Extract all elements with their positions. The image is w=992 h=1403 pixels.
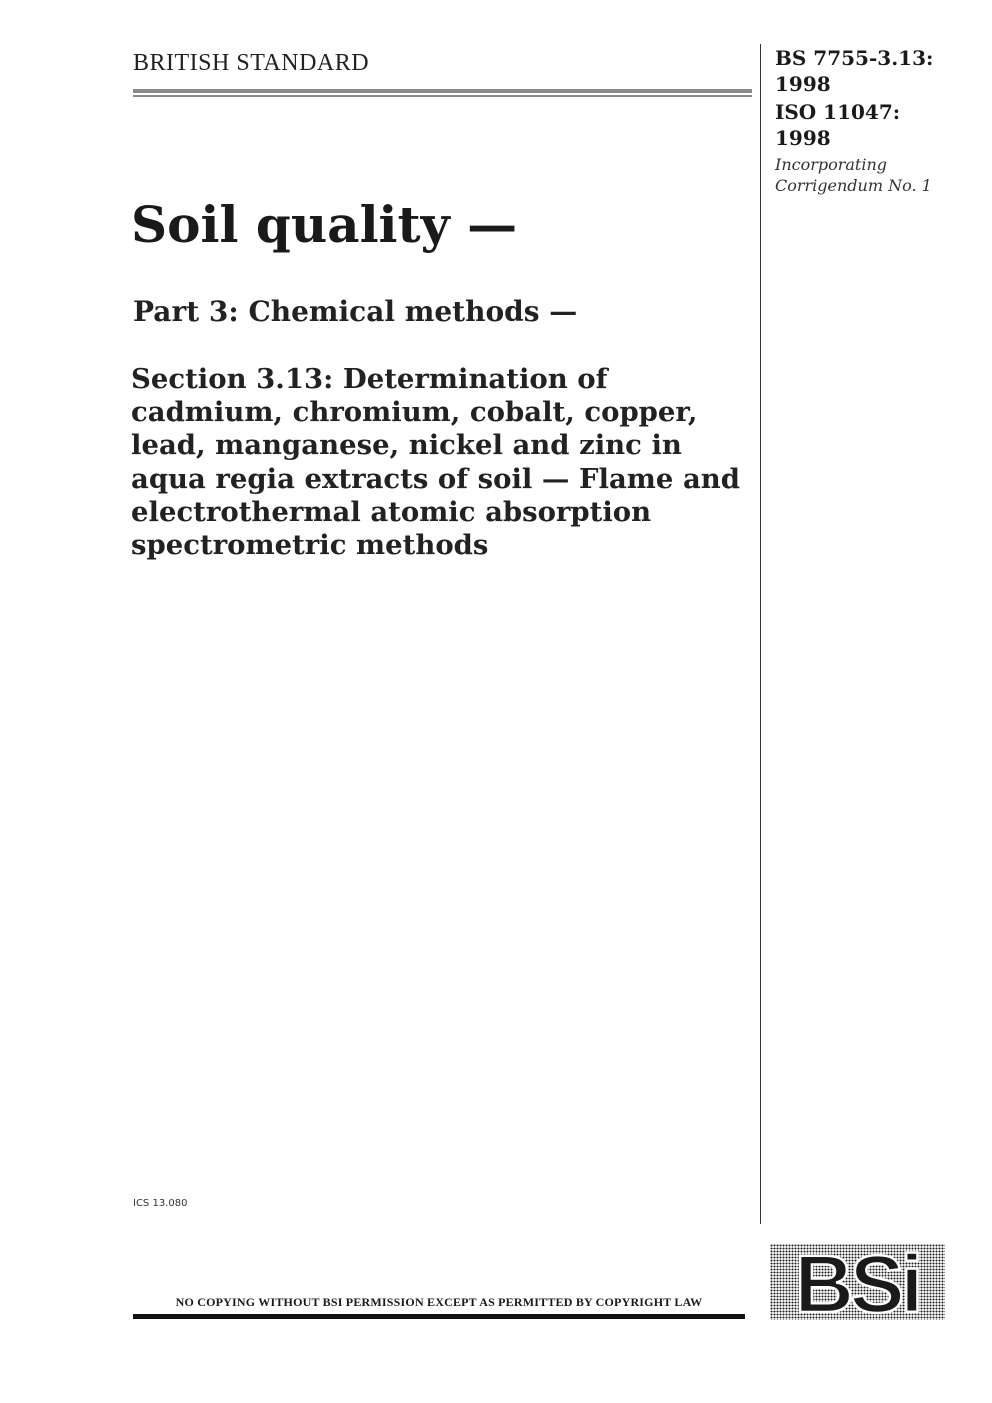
header-rule-thick	[133, 89, 752, 93]
copyright-notice: NO COPYING WITHOUT BSI PERMISSION EXCEPT AS PERMITTED BY COPYRIGHT LAW	[175, 1295, 703, 1309]
incorporating-line2: Corrigendum No. 1	[775, 176, 932, 195]
iso-number-line2: 1998	[775, 126, 831, 150]
bottom-rule	[133, 1314, 745, 1319]
bs-number-line2: 1998	[775, 72, 831, 96]
logo-letters: BSi	[794, 1244, 920, 1320]
bs-standard-number	[775, 45, 985, 97]
incorporating-line1: Incorporating	[775, 155, 888, 174]
vertical-divider	[760, 44, 761, 1224]
part-title: Part 3: Chemical methods —	[133, 295, 578, 328]
series-label: BRITISH STANDARD	[133, 50, 370, 76]
section-title: Section 3.13: Determination of cadmium, chromium, cobalt, copper, lead, manganese, nickel and zinc in aqua regia extracts of soil — Flame and electrothermal atomic absorption spectrometric methods	[131, 363, 741, 562]
header-rule-thin	[133, 95, 752, 97]
main-title: Soil quality —	[131, 195, 518, 254]
bs-number-line1: BS 7755-3.13:	[775, 46, 934, 70]
ics-code: ICS 13.080	[133, 1198, 188, 1209]
incorporating-note	[775, 154, 990, 196]
bsi-logo	[770, 1244, 945, 1320]
iso-number-line1: ISO 11047:	[775, 100, 901, 124]
iso-standard-number	[775, 99, 985, 151]
